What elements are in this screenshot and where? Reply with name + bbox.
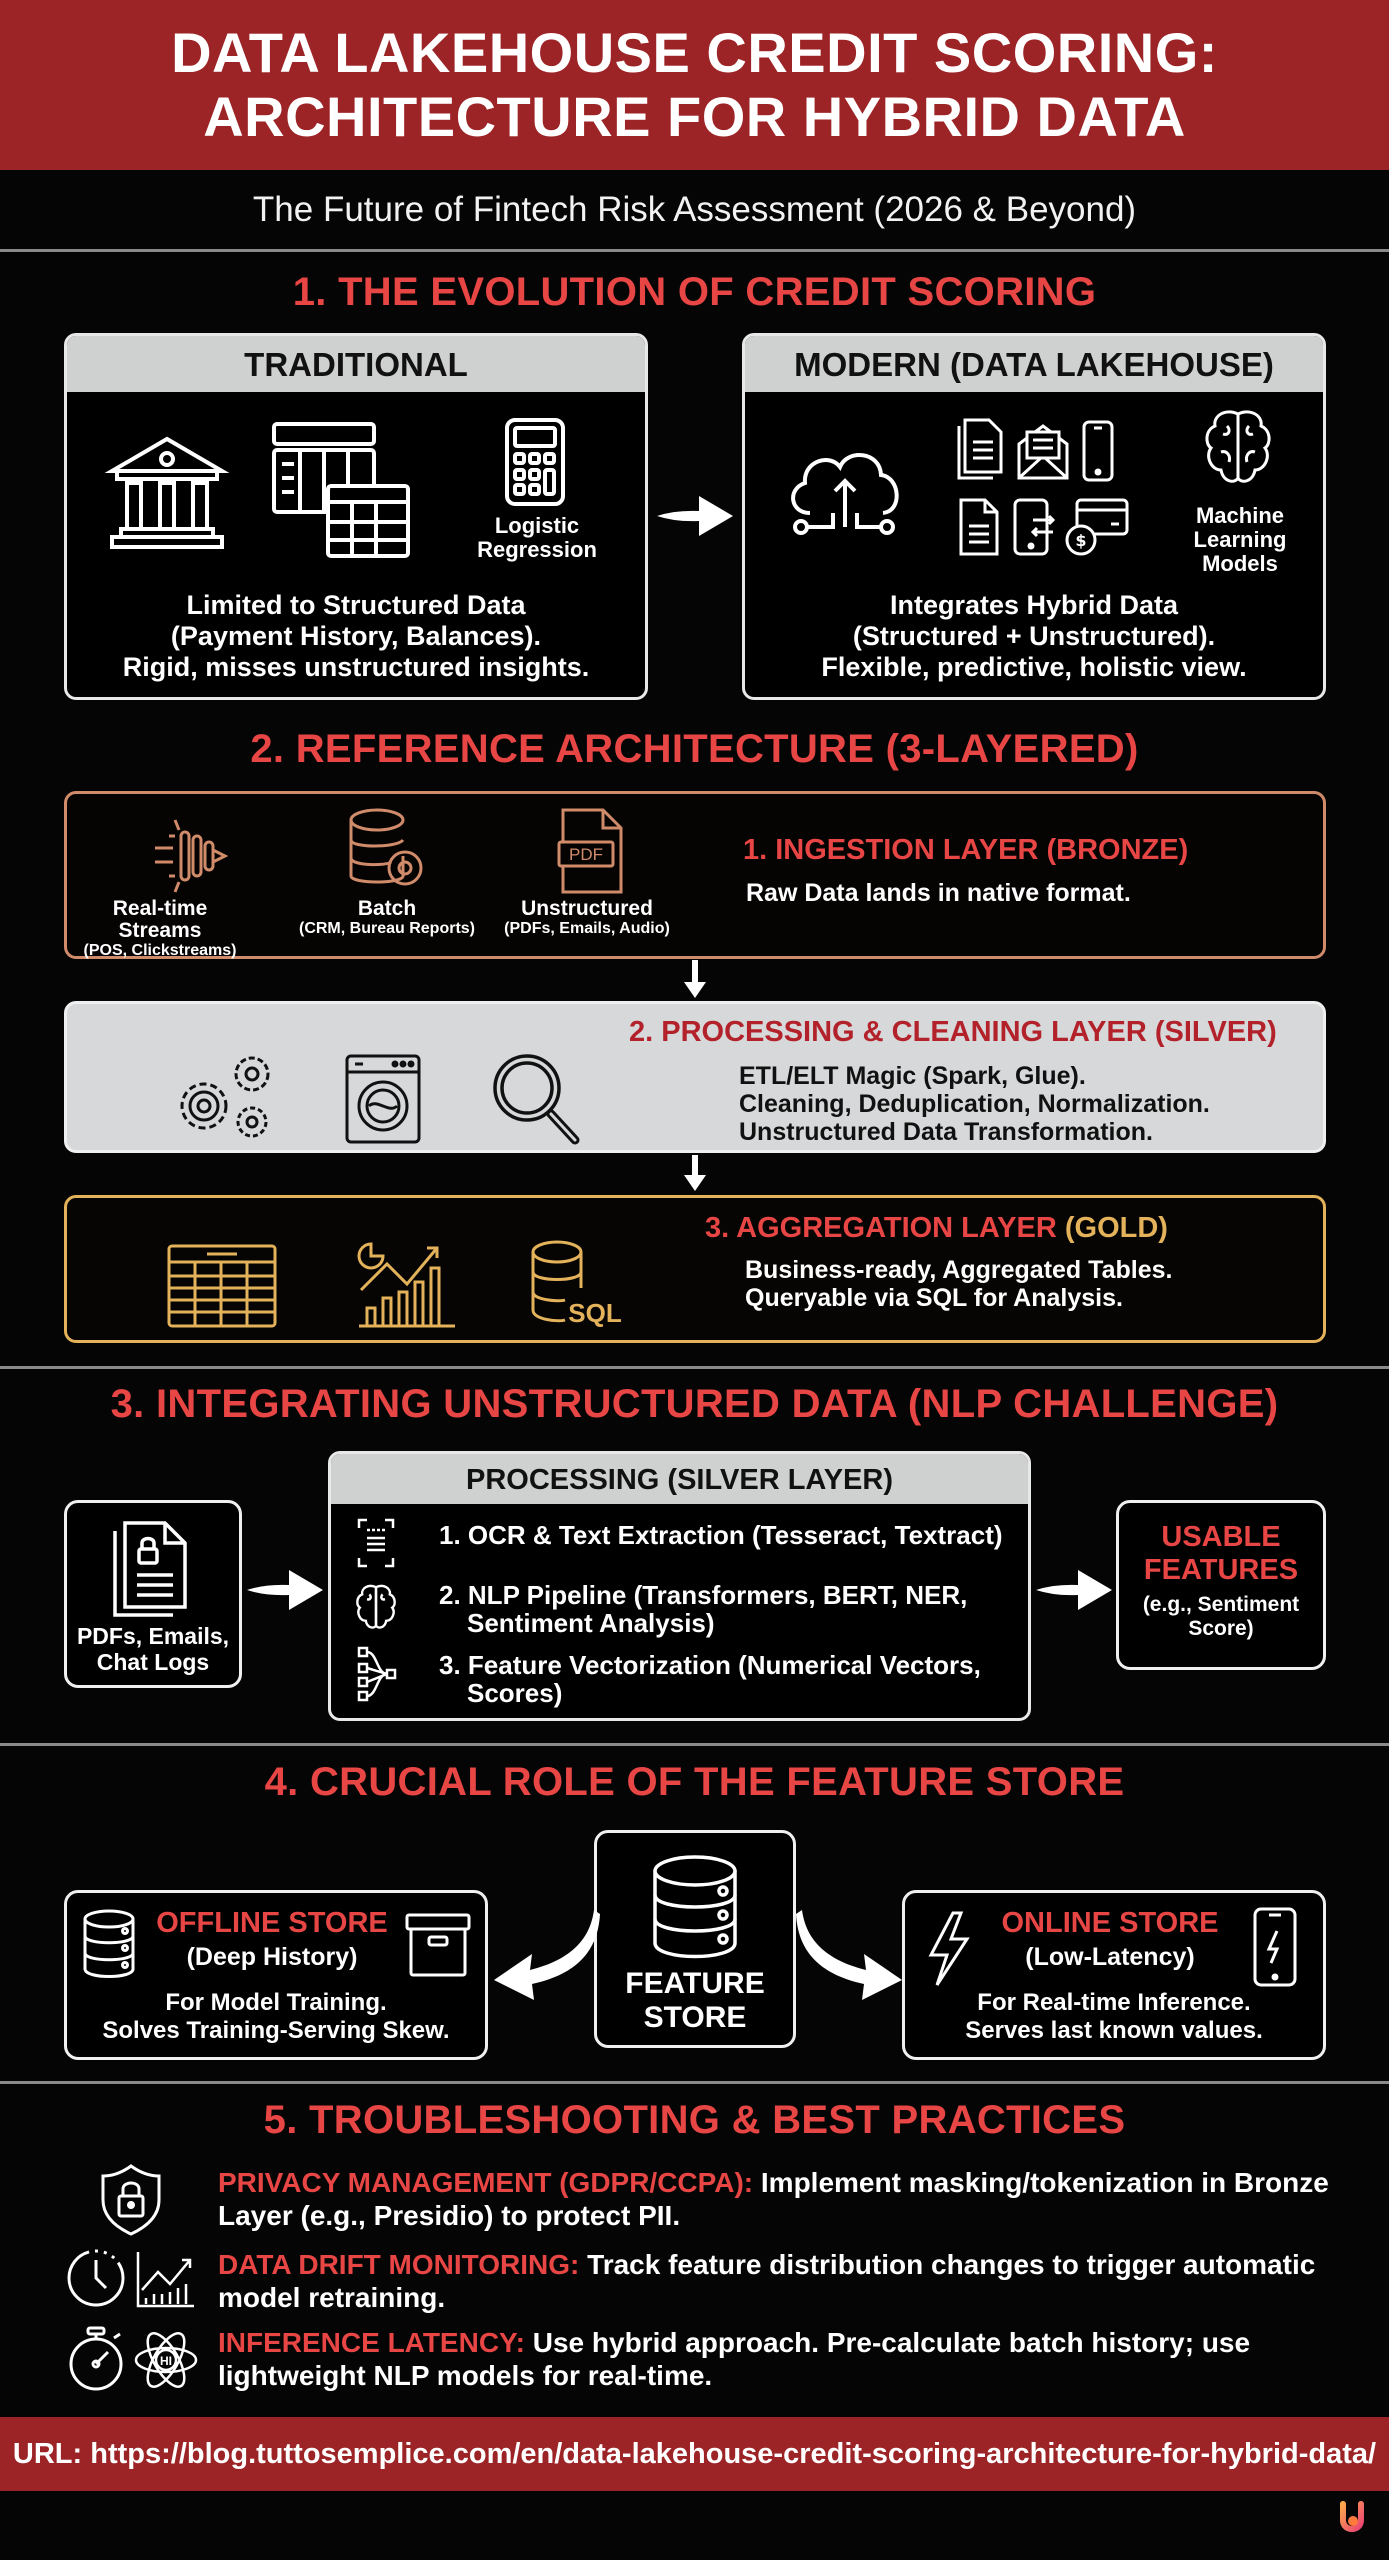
- calculator-label-1: Logistic: [494, 513, 580, 538]
- best-practice-label: INFERENCE LATENCY:: [218, 2327, 525, 2358]
- brain-icon: [355, 1582, 397, 1632]
- nlp-step-2: 2. NLP Pipeline (Transformers, BERT, NER,: [439, 1580, 968, 1610]
- usable-features-sub: [1119, 1593, 1323, 1641]
- gold-title-suffix: (GOLD): [1064, 1212, 1168, 1244]
- silver-layer-title: 2. PROCESSING & CLEANING LAYER (SILVER): [629, 1016, 1277, 1048]
- output-title-2: FEATURES: [1143, 1554, 1299, 1586]
- ocr-scan-icon: [357, 1518, 395, 1568]
- arrow-right-icon: [1034, 1568, 1114, 1612]
- ml-label-2: Learning: [1193, 527, 1287, 552]
- divider: [0, 2081, 1389, 2084]
- spreadsheet-icon: [272, 422, 412, 562]
- gold-title-prefix: 3. AGGREGATION LAYER: [705, 1212, 1065, 1244]
- feature-store-label-2: STORE: [643, 2001, 747, 2034]
- gold-layer: [64, 1195, 1326, 1343]
- arrow-right-icon: [245, 1568, 325, 1612]
- modern-description: [745, 590, 1323, 683]
- output-sub-2: Score): [1188, 1617, 1254, 1640]
- silver-layer: [64, 1001, 1326, 1153]
- database-gear-icon: [347, 806, 427, 896]
- best-practice-text: Use hybrid approach. Pre-calculate batch history; use lightweight NLP models for real-time.: [218, 2327, 1251, 2391]
- gold-desc-line: Business-ready, Aggregated Tables.: [745, 1256, 1173, 1284]
- nlp-step-3: 3. Feature Vectorization (Numerical Vectors,: [439, 1650, 981, 1680]
- subtitle: The Future of Fintech Risk Assessment (2026 & Beyond): [252, 190, 1137, 229]
- title-banner: [0, 0, 1389, 170]
- usable-features-box: [1116, 1500, 1326, 1670]
- pdf-glyph: PDF: [569, 845, 603, 864]
- modern-desc-line: (Structured + Unstructured).: [852, 621, 1216, 651]
- mobile-transfer-icon: [1013, 498, 1057, 556]
- offline-store-sub: (Deep History): [186, 1943, 358, 1971]
- ml-label-1: Machine: [1195, 503, 1285, 528]
- calculator-icon: [505, 418, 565, 506]
- arrow-down-icon: [682, 960, 708, 1000]
- traditional-desc-line: (Payment History, Balances).: [170, 621, 542, 651]
- section-3-title: 3. INTEGRATING UNSTRUCTURED DATA (NLP CHALLENGE): [110, 1382, 1279, 1426]
- online-desc-line: Serves last known values.: [965, 2017, 1263, 2044]
- feature-store-label-1: FEATURE: [625, 1967, 765, 2000]
- sql-database-icon: [529, 1240, 625, 1330]
- silver-desc-line: Unstructured Data Transformation.: [739, 1118, 1153, 1146]
- sql-glyph: SQL: [568, 1298, 622, 1328]
- bronze-layer-desc: Raw Data lands in native format.: [746, 879, 1131, 907]
- locked-document-icon: [113, 1521, 193, 1621]
- washing-machine-icon: [345, 1054, 421, 1144]
- online-store-box: [902, 1890, 1326, 2060]
- gold-layer-title: [705, 1212, 1168, 1245]
- bronze-layer: [64, 791, 1326, 959]
- feature-store-center: [594, 1830, 796, 2048]
- curved-arrow-left-icon: [490, 1910, 600, 2000]
- online-store-desc: [905, 1989, 1323, 2045]
- gold-layer-desc: [745, 1256, 1172, 1312]
- svg-text:HI: HI: [160, 2354, 172, 2368]
- smartphone-charging-icon: [1253, 1907, 1297, 1987]
- online-store-title: ONLINE STORE: [1001, 1907, 1219, 1939]
- nlp-step-2-cont: Sentiment Analysis): [467, 1608, 715, 1638]
- output-title-1: USABLE: [1161, 1521, 1281, 1553]
- source-sub: (POS, Clickstreams): [83, 942, 237, 959]
- offline-store-desc: [67, 1989, 485, 2045]
- best-practice-text: Implement masking/tokenization in Bronze Layer (e.g., Presidio) to protect PII.: [218, 2167, 1329, 2231]
- source-label: Real-time Streams: [112, 897, 208, 942]
- gears-icon: [172, 1052, 282, 1142]
- section-5-title: 5. TROUBLESHOOTING & BEST PRACTICES: [263, 2098, 1126, 2142]
- source-label: Unstructured: [521, 897, 653, 920]
- growth-chart-icon: [357, 1240, 457, 1330]
- modern-card: [742, 333, 1326, 700]
- arrow-down-icon: [682, 1155, 708, 1195]
- offline-desc-line: Solves Training-Serving Skew.: [102, 2017, 450, 2044]
- title-line-1: DATA LAKEHOUSE CREDIT SCORING:: [171, 21, 1218, 84]
- processing-header: PROCESSING (SILVER LAYER): [331, 1454, 1028, 1504]
- traditional-desc-line: Limited to Structured Data: [186, 590, 526, 620]
- nlp-step-3-cont: Scores): [467, 1678, 563, 1708]
- ml-label-3: Models: [1202, 551, 1278, 576]
- bronze-layer-title: 1. INGESTION LAYER (BRONZE): [743, 834, 1189, 866]
- section-4-title: 4. CRUCIAL ROLE OF THE FEATURE STORE: [264, 1760, 1125, 1804]
- trend-chart-icon: [136, 2250, 196, 2308]
- offline-store-box: [64, 1890, 488, 2060]
- email-icon: [1017, 422, 1069, 480]
- shield-lock-icon: [100, 2164, 162, 2236]
- best-practice-drift: [218, 2248, 1338, 2314]
- cloud-upload-icon: [785, 441, 905, 541]
- divider: [0, 1366, 1389, 1369]
- stopwatch-icon: [66, 2326, 126, 2392]
- unstructured-input-box: [64, 1500, 242, 1688]
- title-line-2: ARCHITECTURE FOR HYBRID DATA: [203, 85, 1186, 148]
- section-1-title: 1. THE EVOLUTION OF CREDIT SCORING: [292, 270, 1097, 314]
- source-url-banner[interactable]: URL: https://blog.tuttosemplice.com/en/data-lakehouse-credit-scoring-architecture-for-hybrid-data/: [0, 2417, 1389, 2491]
- lightning-icon: [927, 1911, 971, 1987]
- divider: [0, 249, 1389, 252]
- processing-silver-card: [328, 1451, 1031, 1721]
- modern-desc-line: Flexible, predictive, holistic view.: [821, 652, 1247, 682]
- bank-icon: [107, 431, 227, 551]
- silver-desc-line: Cleaning, Deduplication, Normalization.: [739, 1090, 1210, 1118]
- offline-desc-line: For Model Training.: [165, 1989, 387, 2016]
- documents-icon: [957, 418, 1003, 480]
- database-icon: [651, 1853, 741, 1963]
- svg-text:$: $: [1075, 531, 1087, 550]
- best-practice-text: Track feature distribution changes to trigger automatic model retraining.: [218, 2249, 1316, 2313]
- vector-network-icon: [357, 1646, 397, 1702]
- smartphone-icon: [1082, 420, 1114, 482]
- brain-icon: [1203, 408, 1273, 486]
- curved-arrow-right-icon: [796, 1910, 906, 2000]
- online-store-sub: (Low-Latency): [1025, 1943, 1195, 1971]
- output-sub-1: (e.g., Sentiment: [1142, 1593, 1300, 1616]
- payment-card-icon: [1065, 498, 1129, 558]
- input-label-1: PDFs, Emails,: [76, 1623, 230, 1649]
- document-icon: [959, 498, 999, 556]
- arrow-right-icon: [655, 494, 735, 538]
- brand-logo-icon: [1336, 2500, 1368, 2536]
- archive-box-icon: [405, 1913, 471, 1977]
- best-practice-label: DATA DRIFT MONITORING:: [218, 2249, 580, 2280]
- atom-icon: [134, 2328, 198, 2392]
- offline-store-title: OFFLINE STORE: [156, 1907, 388, 1939]
- traditional-description: [67, 590, 645, 683]
- traditional-header: TRADITIONAL: [67, 336, 645, 392]
- best-practice-label: PRIVACY MANAGEMENT (GDPR/CCPA):: [218, 2167, 754, 2198]
- modern-desc-line: Integrates Hybrid Data: [889, 590, 1179, 620]
- input-label-2: Chat Logs: [96, 1649, 210, 1675]
- modern-header: MODERN (DATA LAKEHOUSE): [745, 336, 1323, 392]
- source-sub: (CRM, Bureau Reports): [298, 920, 475, 937]
- best-practice-privacy: [218, 2166, 1338, 2232]
- stream-icon: [145, 816, 235, 896]
- silver-desc-line: ETL/ELT Magic (Spark, Glue).: [739, 1062, 1086, 1090]
- calculator-label-2: Regression: [477, 537, 597, 562]
- traditional-desc-line: Rigid, misses unstructured insights.: [122, 652, 590, 682]
- magnifier-icon: [491, 1052, 581, 1146]
- usable-features-title: [1119, 1521, 1323, 1587]
- source-sub: (PDFs, Emails, Audio): [504, 920, 670, 937]
- traditional-card: [64, 333, 648, 700]
- best-practice-latency: [218, 2326, 1338, 2392]
- divider: [0, 1743, 1389, 1746]
- feature-store-label: [597, 1967, 793, 2035]
- table-icon: [167, 1244, 277, 1328]
- silver-layer-desc: [739, 1062, 1210, 1146]
- section-2-title: 2. REFERENCE ARCHITECTURE (3-LAYERED): [250, 727, 1139, 771]
- source-label: Batch: [357, 897, 417, 920]
- nlp-step-1: 1. OCR & Text Extraction (Tesseract, Textract): [439, 1520, 1003, 1550]
- online-desc-line: For Real-time Inference.: [977, 1989, 1251, 2016]
- clock-icon: [66, 2248, 126, 2308]
- gold-desc-line: Queryable via SQL for Analysis.: [745, 1284, 1123, 1312]
- pdf-icon: [557, 808, 627, 894]
- database-icon: [81, 1909, 137, 1979]
